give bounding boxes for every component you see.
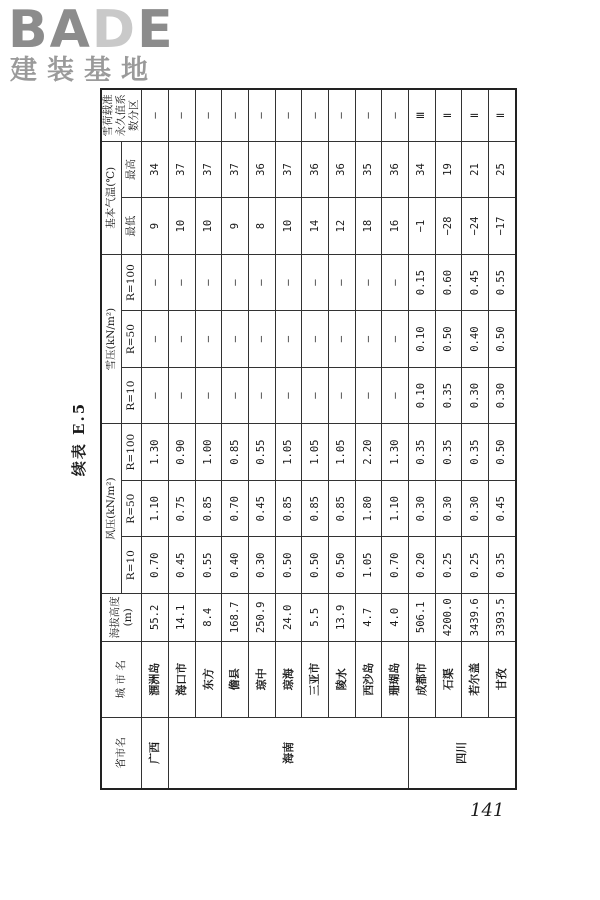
temp-min-cell: −17 xyxy=(488,198,516,255)
wind-r50-cell: 0.30 xyxy=(435,480,462,537)
temp-max-cell: 34 xyxy=(142,141,169,198)
city-cell: 若尔盖 xyxy=(462,641,489,717)
wind-r100-cell: 1.05 xyxy=(275,424,302,481)
altitude-cell: 168.7 xyxy=(222,593,249,641)
table-row xyxy=(488,89,516,789)
snow-r10-cell: 0.10 xyxy=(408,367,435,424)
temp-min-cell: −1 xyxy=(408,198,435,255)
snow-zone-cell: — xyxy=(328,89,355,141)
wind-r10-cell: 1.05 xyxy=(355,537,382,594)
table-row xyxy=(275,89,302,789)
city-cell: 儋县 xyxy=(222,641,249,717)
header-row-1 xyxy=(101,89,122,789)
snow-r10-cell: — xyxy=(302,367,329,424)
table-row xyxy=(222,89,249,789)
city-cell: 东方 xyxy=(195,641,222,717)
wind-r100-cell: 0.85 xyxy=(222,424,249,481)
snow-r100-cell: 0.60 xyxy=(435,254,462,311)
temp-max-cell: 35 xyxy=(355,141,382,198)
city-cell: 甘孜 xyxy=(488,641,516,717)
temp-max-cell: 36 xyxy=(382,141,409,198)
province-cell: 海南 xyxy=(169,717,409,789)
city-cell: 珊瑚岛 xyxy=(382,641,409,717)
temp-max-cell: 37 xyxy=(222,141,249,198)
snow-r100-cell: — xyxy=(302,254,329,311)
temp-min-cell: 10 xyxy=(275,198,302,255)
altitude-cell: 55.2 xyxy=(142,593,169,641)
wind-r100-cell: 1.30 xyxy=(142,424,169,481)
snow-zone-cell: — xyxy=(249,89,276,141)
snow-r100-cell: — xyxy=(355,254,382,311)
rotated-table-block xyxy=(70,88,509,790)
wind-r50-cell: 0.30 xyxy=(462,480,489,537)
temp-max-cell: 37 xyxy=(195,141,222,198)
table-row xyxy=(195,89,222,789)
temp-min-cell: −28 xyxy=(435,198,462,255)
wind-r50-cell: 0.85 xyxy=(302,480,329,537)
wind-r50-cell: 0.30 xyxy=(408,480,435,537)
header-snow: 雪压(kN/m²) xyxy=(101,254,122,424)
snow-r50-cell: — xyxy=(328,311,355,368)
snow-r10-cell: — xyxy=(328,367,355,424)
snow-r50-cell: — xyxy=(169,311,196,368)
header-wind-r100: R=100 xyxy=(122,424,142,481)
temp-max-cell: 37 xyxy=(169,141,196,198)
snow-r10-cell: — xyxy=(222,367,249,424)
altitude-cell: 4.0 xyxy=(382,593,409,641)
snow-r10-cell: — xyxy=(142,367,169,424)
snow-zone-cell: — xyxy=(355,89,382,141)
temp-min-cell: 10 xyxy=(169,198,196,255)
wind-r10-cell: 0.25 xyxy=(462,537,489,594)
city-cell: 琼中 xyxy=(249,641,276,717)
altitude-cell: 3393.5 xyxy=(488,593,516,641)
altitude-cell: 8.4 xyxy=(195,593,222,641)
city-cell: 西沙岛 xyxy=(355,641,382,717)
snow-r50-cell: — xyxy=(142,311,169,368)
snow-r10-cell: 0.30 xyxy=(488,367,516,424)
wind-r100-cell: 0.90 xyxy=(169,424,196,481)
header-snow-zone: 雪荷载准永久值系数分区 xyxy=(101,89,142,141)
temp-min-cell: 8 xyxy=(249,198,276,255)
temp-max-cell: 37 xyxy=(275,141,302,198)
snow-r10-cell: — xyxy=(249,367,276,424)
temp-min-cell: 9 xyxy=(222,198,249,255)
header-temp-max: 最高 xyxy=(122,141,142,198)
wind-r50-cell: 0.85 xyxy=(275,480,302,537)
header-temp-min: 最低 xyxy=(122,198,142,255)
temp-max-cell: 25 xyxy=(488,141,516,198)
snow-zone-cell: — xyxy=(382,89,409,141)
snow-r10-cell: — xyxy=(382,367,409,424)
city-cell: 石渠 xyxy=(435,641,462,717)
wind-r10-cell: 0.55 xyxy=(195,537,222,594)
wind-r10-cell: 0.50 xyxy=(328,537,355,594)
table-body xyxy=(142,89,516,789)
snow-zone-cell: — xyxy=(142,89,169,141)
temp-min-cell: 10 xyxy=(195,198,222,255)
header-wind-r10: R=10 xyxy=(122,537,142,594)
table-row xyxy=(382,89,409,789)
city-cell: 琼海 xyxy=(275,641,302,717)
wind-r10-cell: 0.45 xyxy=(169,537,196,594)
wind-r10-cell: 0.50 xyxy=(275,537,302,594)
altitude-cell: 5.5 xyxy=(302,593,329,641)
snow-r50-cell: — xyxy=(302,311,329,368)
table-row xyxy=(408,89,435,789)
wind-r100-cell: 1.00 xyxy=(195,424,222,481)
snow-zone-cell: — xyxy=(275,89,302,141)
wind-r50-cell: 0.70 xyxy=(222,480,249,537)
header-snow-r10: R=10 xyxy=(122,367,142,424)
table-row xyxy=(355,89,382,789)
wind-r10-cell: 0.50 xyxy=(302,537,329,594)
snow-r100-cell: 0.45 xyxy=(462,254,489,311)
wind-r50-cell: 0.85 xyxy=(328,480,355,537)
temp-min-cell: 16 xyxy=(382,198,409,255)
wind-r10-cell: 0.30 xyxy=(249,537,276,594)
wind-r100-cell: 0.50 xyxy=(488,424,516,481)
temp-max-cell: 19 xyxy=(435,141,462,198)
altitude-cell: 4200.0 xyxy=(435,593,462,641)
wind-r50-cell: 0.45 xyxy=(249,480,276,537)
snow-r50-cell: 0.50 xyxy=(488,311,516,368)
city-cell: 成都市 xyxy=(408,641,435,717)
header-altitude: 海拔高度 (m) xyxy=(101,593,142,641)
header-province: 省市名 xyxy=(101,717,142,789)
wind-r10-cell: 0.35 xyxy=(488,537,516,594)
header-wind: 风压(kN/m²) xyxy=(101,424,122,594)
temp-max-cell: 36 xyxy=(249,141,276,198)
table-row xyxy=(169,89,196,789)
altitude-cell: 506.1 xyxy=(408,593,435,641)
header-snow-r100: R=100 xyxy=(122,254,142,311)
snow-r50-cell: — xyxy=(382,311,409,368)
wind-r100-cell: 0.55 xyxy=(249,424,276,481)
temp-min-cell: −24 xyxy=(462,198,489,255)
snow-r50-cell: — xyxy=(249,311,276,368)
temp-min-cell: 14 xyxy=(302,198,329,255)
wind-r50-cell: 0.85 xyxy=(195,480,222,537)
snow-r10-cell: 0.30 xyxy=(462,367,489,424)
snow-r50-cell: — xyxy=(222,311,249,368)
temp-min-cell: 12 xyxy=(328,198,355,255)
wind-r100-cell: 0.35 xyxy=(408,424,435,481)
snow-zone-cell: — xyxy=(195,89,222,141)
wind-r100-cell: 1.30 xyxy=(382,424,409,481)
logo-brand: BADE xyxy=(8,0,175,60)
province-cell: 广西 xyxy=(142,717,169,789)
city-cell: 陵水 xyxy=(328,641,355,717)
snow-r100-cell: — xyxy=(249,254,276,311)
snow-r100-cell: — xyxy=(328,254,355,311)
altitude-cell: 24.0 xyxy=(275,593,302,641)
table-row xyxy=(249,89,276,789)
snow-r100-cell: — xyxy=(275,254,302,311)
snow-r100-cell: 0.15 xyxy=(408,254,435,311)
table-row xyxy=(142,89,169,789)
snow-zone-cell: Ⅱ xyxy=(462,89,489,141)
temp-min-cell: 18 xyxy=(355,198,382,255)
altitude-cell: 14.1 xyxy=(169,593,196,641)
table-row xyxy=(302,89,329,789)
city-cell: 涠洲岛 xyxy=(142,641,169,717)
snow-r100-cell: 0.55 xyxy=(488,254,516,311)
wind-r100-cell: 2.20 xyxy=(355,424,382,481)
province-cell: 四川 xyxy=(408,717,516,789)
wind-r100-cell: 1.05 xyxy=(302,424,329,481)
snow-r100-cell: — xyxy=(222,254,249,311)
table-caption: 续表 E.5 xyxy=(70,401,88,477)
wind-r10-cell: 0.25 xyxy=(435,537,462,594)
snow-r50-cell: 0.40 xyxy=(462,311,489,368)
altitude-cell: 250.9 xyxy=(249,593,276,641)
snow-r100-cell: — xyxy=(382,254,409,311)
logo-subtitle: 建装基地 xyxy=(10,55,158,86)
snow-zone-cell: Ⅱ xyxy=(488,89,516,141)
wind-r100-cell: 0.35 xyxy=(435,424,462,481)
snow-r10-cell: — xyxy=(355,367,382,424)
climate-table xyxy=(100,88,517,790)
snow-r10-cell: — xyxy=(169,367,196,424)
temp-max-cell: 34 xyxy=(408,141,435,198)
city-cell: 海口市 xyxy=(169,641,196,717)
table-row xyxy=(435,89,462,789)
snow-r100-cell: — xyxy=(195,254,222,311)
wind-r50-cell: 0.75 xyxy=(169,480,196,537)
snow-r50-cell: 0.50 xyxy=(435,311,462,368)
wind-r10-cell: 0.70 xyxy=(382,537,409,594)
wind-r10-cell: 0.40 xyxy=(222,537,249,594)
header-city: 城 市 名 xyxy=(101,641,142,717)
table-row xyxy=(328,89,355,789)
altitude-cell: 13.9 xyxy=(328,593,355,641)
page-number: 141 xyxy=(470,800,505,821)
wind-r10-cell: 0.20 xyxy=(408,537,435,594)
snow-zone-cell: — xyxy=(169,89,196,141)
temp-max-cell: 36 xyxy=(302,141,329,198)
snow-r50-cell: — xyxy=(355,311,382,368)
altitude-cell: 4.7 xyxy=(355,593,382,641)
snow-r50-cell: — xyxy=(195,311,222,368)
snow-r10-cell: 0.35 xyxy=(435,367,462,424)
wind-r10-cell: 0.70 xyxy=(142,537,169,594)
wind-r50-cell: 1.10 xyxy=(142,480,169,537)
wind-r100-cell: 0.35 xyxy=(462,424,489,481)
snow-r100-cell: — xyxy=(169,254,196,311)
temp-max-cell: 36 xyxy=(328,141,355,198)
snow-r50-cell: 0.10 xyxy=(408,311,435,368)
header-snow-r50: R=50 xyxy=(122,311,142,368)
table-row xyxy=(462,89,489,789)
wind-r50-cell: 0.45 xyxy=(488,480,516,537)
snow-r50-cell: — xyxy=(275,311,302,368)
snow-r10-cell: — xyxy=(275,367,302,424)
header-wind-r50: R=50 xyxy=(122,480,142,537)
wind-r100-cell: 1.05 xyxy=(328,424,355,481)
snow-zone-cell: — xyxy=(302,89,329,141)
temp-max-cell: 21 xyxy=(462,141,489,198)
altitude-cell: 3439.6 xyxy=(462,593,489,641)
wind-r50-cell: 1.80 xyxy=(355,480,382,537)
snow-r100-cell: — xyxy=(142,254,169,311)
snow-zone-cell: Ⅲ xyxy=(408,89,435,141)
temp-min-cell: 9 xyxy=(142,198,169,255)
snow-zone-cell: Ⅱ xyxy=(435,89,462,141)
header-temp: 基本气温(℃) xyxy=(101,141,122,254)
city-cell: 三亚市 xyxy=(302,641,329,717)
snow-r10-cell: — xyxy=(195,367,222,424)
snow-zone-cell: — xyxy=(222,89,249,141)
watermark-logo xyxy=(8,2,178,88)
wind-r50-cell: 1.10 xyxy=(382,480,409,537)
